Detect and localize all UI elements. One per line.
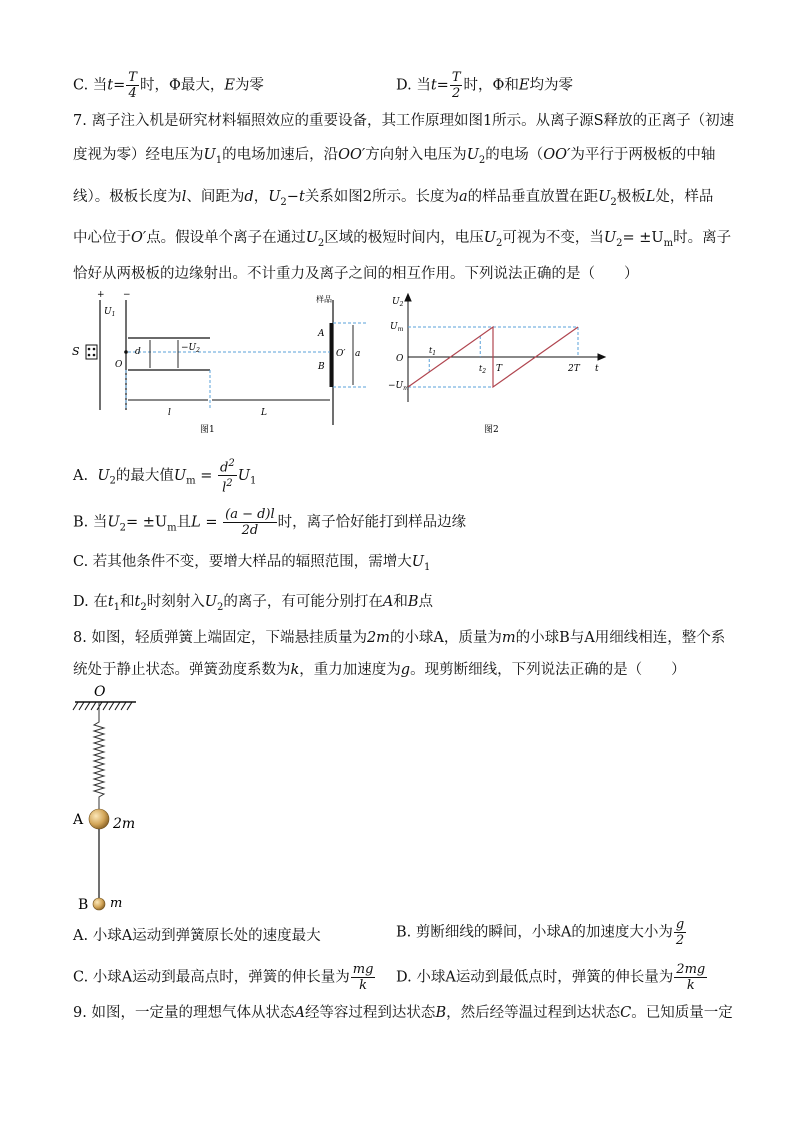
fig2-t1: $t_1$	[429, 346, 437, 357]
fig1-d: d	[135, 347, 141, 357]
fig2-t2: $t_2$	[479, 364, 487, 375]
fig1-minus: −	[123, 290, 131, 300]
fig1-o-prime: O′	[336, 349, 346, 359]
fig1-plus: +	[97, 290, 105, 300]
q7-option-c: C. 若其他条件不变，要增大样品的辐照范围，需增大$U_1$	[73, 554, 431, 573]
q7-figure-2	[388, 292, 613, 438]
fig1-sample-label: 样品	[316, 295, 332, 304]
spring	[94, 702, 104, 810]
q7-stem-line3: 线）。极板长度为l、间距为d，$U_2-t$关系如图2所示。长度为a的样品垂直放置在距$U_2$极板L处，样品	[73, 189, 714, 208]
fig-label-m: m	[110, 896, 123, 911]
fig2-o: O	[396, 354, 404, 364]
fig1-a-length: a	[355, 349, 361, 359]
fig2-um: $U_m$	[390, 322, 404, 333]
q9-stem-line1: 9. 如图，一定量的理想气体从状态A经等容过程到达状态B，然后经等温过程到达状态C。已知质量一定	[73, 1005, 733, 1021]
fig2-t-axis: t	[595, 364, 599, 374]
q7-stem-line1: 7. 离子注入机是研究材料辐照效应的重要设备，其工作原理如图1所示。从离子源S释放的正离子（初速	[73, 113, 735, 129]
fig2-2T: 2T	[568, 364, 580, 374]
q8-option-c: C. 小球A运动到最高点时，弹簧的伸长量为 $\frac{mg}{k}$	[73, 962, 374, 993]
fig2-caption: 图2	[484, 425, 499, 435]
q7-stem-line5: 恰好从两极板的边缘射出。不计重力及离子之间的相互作用。下列说法正确的是（ ）	[73, 266, 639, 282]
fig1-o: O	[115, 360, 123, 370]
fig1-s: S	[72, 345, 80, 358]
q8-option-a: A. 小球A运动到弹簧原长处的速度最大	[73, 928, 321, 944]
q8-stem-line2: 统处于静止状态。弹簧劲度系数为k，重力加速度为g。现剪断细线，下列说法正确的是（ ）	[73, 662, 686, 678]
q6-option-c: C. 当t= $\frac{T}{4}$ 时，Φ最大，E为零	[73, 70, 264, 101]
fig1-caption: 图1	[200, 425, 215, 435]
fig1-a-point: A	[318, 329, 325, 339]
q8-option-b: B. 剪断细线的瞬间，小球A的加速度大小为 $\frac{g}{2}$	[396, 917, 685, 948]
q6-option-d: D. 当t= $\frac{T}{2}$ 时，Φ和E均为零	[396, 70, 573, 101]
q7-option-d: D. 在$t_1$和$t_2$时刻射入$U_2$的离子，有可能分别打在A和B点	[73, 594, 433, 613]
q7-option-a: A. $U_2$的最大值$U_m$ = $\frac{d^2}{l^2}$ $U_1$	[73, 458, 257, 496]
fig1-L: L	[261, 408, 267, 418]
fig1-l: l	[168, 408, 171, 418]
fig2-neg-um: $-U_m$	[388, 381, 409, 392]
fig-label-a: A	[73, 812, 84, 828]
fig-label-2m: 2m	[113, 816, 136, 832]
ball-a	[89, 809, 109, 829]
q7-stem-line2: 度视为零）经电压为$U_1$的电场加速后，沿OO′方向射入电压为$U_2$的电场（OO′为平行于两极板的中轴	[73, 147, 716, 166]
fig-label-b: B	[78, 897, 89, 913]
fig-label-o: O	[94, 684, 106, 700]
fig2-u2: $U_2$	[392, 297, 404, 308]
q8-stem-line1: 8. 如图，轻质弹簧上端固定，下端悬挂质量为2m的小球A，质量为m的小球B与A用细线相连，整个系	[73, 630, 726, 646]
ball-b	[93, 898, 105, 910]
q7-stem-line4: 中心位于O′点。假设单个离子在通过$U_2$区域的极短时间内，电压$U_2$可视为不变，当$U_2= \pm U_m$时。离子	[73, 230, 732, 249]
q7-figure-1	[68, 290, 361, 438]
q8-spring-figure	[70, 682, 160, 914]
q7-option-b: B. 当$U_2= \pm U_m$且L = $\frac{(a - d)l}{2d}$ 时，离子恰好能打到样品边缘	[73, 507, 467, 538]
fig1-u1: $U_1$	[104, 307, 116, 318]
fig1-neg-u2: $-U_2$	[181, 343, 200, 354]
fig1-b-point: B	[318, 362, 325, 372]
fig2-T: T	[496, 364, 503, 374]
q8-option-d: D. 小球A运动到最低点时，弹簧的伸长量为 $\frac{2mg}{k}$	[396, 962, 706, 993]
